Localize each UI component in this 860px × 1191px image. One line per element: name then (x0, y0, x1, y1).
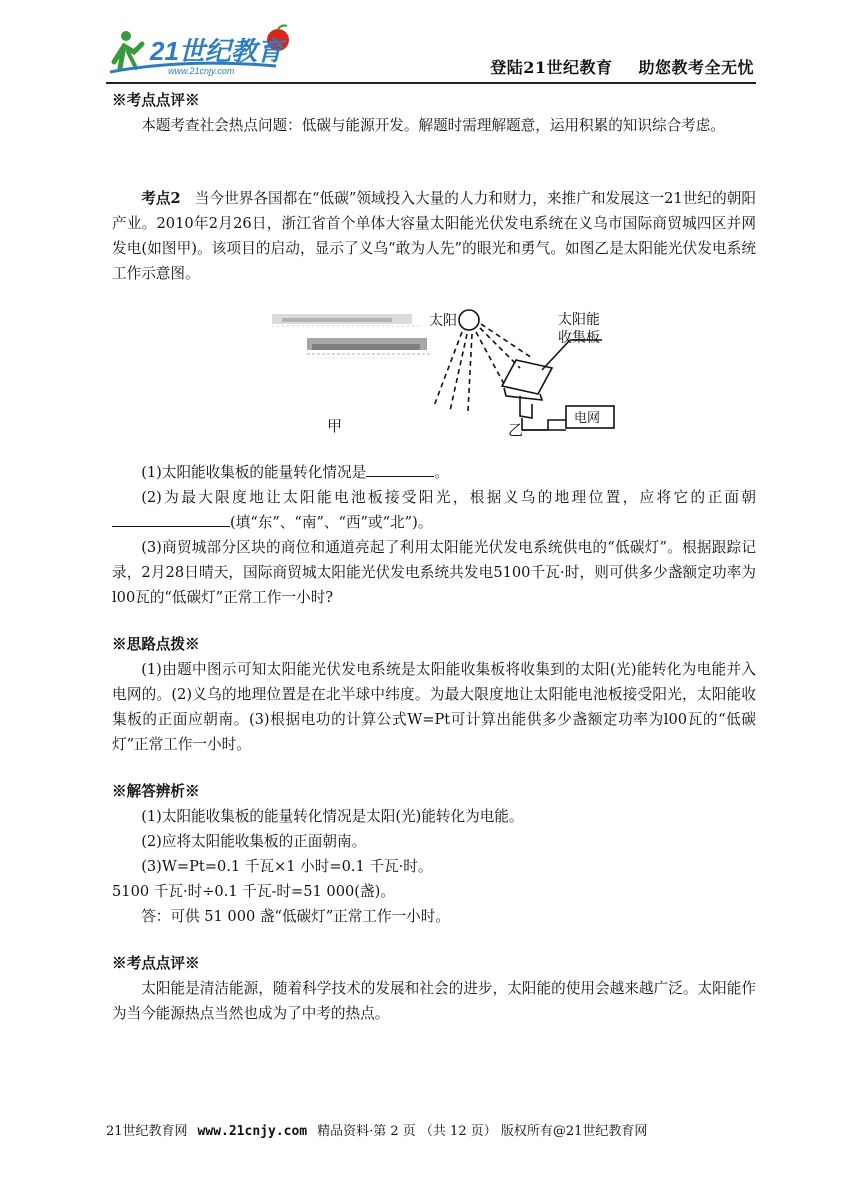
header-slogan (490, 55, 754, 78)
footer-right: 精品资料·第 2 页 （共 12 页） 版权所有@21世纪教育网 (317, 1124, 648, 1139)
answer-line-1: (1)太阳能收集板的能量转化情况是太阳(光)能转化为电能。 (141, 808, 524, 825)
figure-graphic (112, 296, 756, 446)
review1-title: ※考点点评※ (112, 92, 200, 109)
hint-title: ※思路点拨※ (112, 636, 200, 653)
svg-text:www.21cnjy.com: www.21cnjy.com (168, 66, 235, 76)
question2-intro (112, 186, 756, 286)
question2-part1: (1)太阳能收集板的能量转化情况是 。 (112, 460, 756, 485)
slogan-right: 助您教考全无忧 (638, 58, 754, 77)
review2-title: ※考点点评※ (112, 955, 200, 972)
question2-part2: (2)为最大限度地让太阳能电池板接受阳光，根据义乌的地理位置，应将它的正面朝(填“东”、“南”、“西”或“北”)。 (112, 485, 756, 535)
review1-text: 本题考查社会热点问题：低碳与能源开发。解题时需理解题意，运用积累的知识综合考虑。 (141, 117, 725, 134)
photo-jia (272, 314, 430, 358)
sun-label: 太阳 (429, 313, 457, 329)
panel-label-1: 太阳能 (558, 312, 600, 328)
page-footer (106, 1120, 756, 1139)
answer-line-4: 5100 千瓦·时÷0.1 千瓦-时=51 000(盏)。 (112, 883, 395, 900)
answer-title: ※解答辨析※ (112, 783, 200, 800)
question2-label: 考点2 (141, 190, 181, 207)
answer-blank-1[interactable] (366, 460, 434, 477)
panel-label-2: 收集板 (558, 330, 600, 346)
figure-label-yi: 乙 (508, 421, 524, 439)
figure-solar-system (112, 296, 756, 446)
answer-line-2: (2)应将太阳能收集板的正面朝南。 (141, 833, 367, 850)
svg-text:21世纪教育: 21世纪教育 (150, 36, 283, 66)
figure-label-jia: 甲 (327, 417, 343, 435)
answer-line-5: 答：可供 51 000 盏“低碳灯”正常工作一小时。 (141, 908, 450, 925)
hint-text: (1)由题中图示可知太阳能光伏发电系统是太阳能收集板将收集到的太阳(光)能转化为电能并入电网的。(2)义乌的地理位置是在北半球中纬度。为最大限度地让太阳能电池板接受阳光，太阳能收集板的正面应朝南。(3)根据电功的计算公式W=Pt可计算出能供多少盏额定功率为l00瓦的“低碳灯”正常工作一小时。 (112, 661, 756, 753)
logo (106, 22, 316, 78)
question2-part3: (3)商贸城部分区块的商位和通道亮起了利用太阳能光伏发电系统供电的“低碳灯”。根据跟踪记录，2月28日晴天，国际商贸城太阳能光伏发电系统共发电5100千瓦·时，则可供多少盏额定功率为l00瓦的“低碳灯”正常工作一小时? (112, 539, 756, 606)
answer-blank-2[interactable] (112, 510, 230, 527)
grid-label: 电网 (574, 411, 601, 426)
document-body (112, 88, 756, 1026)
answer-line-3: (3)W=Pt=0.1 千瓦×1 小时=0.1 千瓦·时。 (141, 858, 433, 875)
review2-text: 太阳能是清洁能源，随着科学技术的发展和社会的进步，太阳能的使用会越来越广泛。太阳能作为当今能源热点当然也成为了中考的热点。 (112, 980, 756, 1022)
footer-left: 21世纪教育网 (106, 1124, 188, 1139)
question2-text: 当今世界各国都在“低碳”领域投入大量的人力和财力，来推广和发展这一21世纪的朝阳产业。2010年2月26日，浙江省首个单体大容量太阳能光伏发电系统在义乌市国际商贸城四区并网发电(如图甲)。该项目的启动，显示了义乌“敢为人先”的眼光和勇气。如图乙是太阳能光伏发电系统工作示意图。 (112, 190, 756, 282)
page-header (106, 20, 756, 84)
footer-site-link[interactable]: www.21cnjy.com (197, 1124, 308, 1139)
logo-graphic (106, 22, 316, 78)
slogan-left: 登陆21世纪教育 (490, 58, 613, 77)
